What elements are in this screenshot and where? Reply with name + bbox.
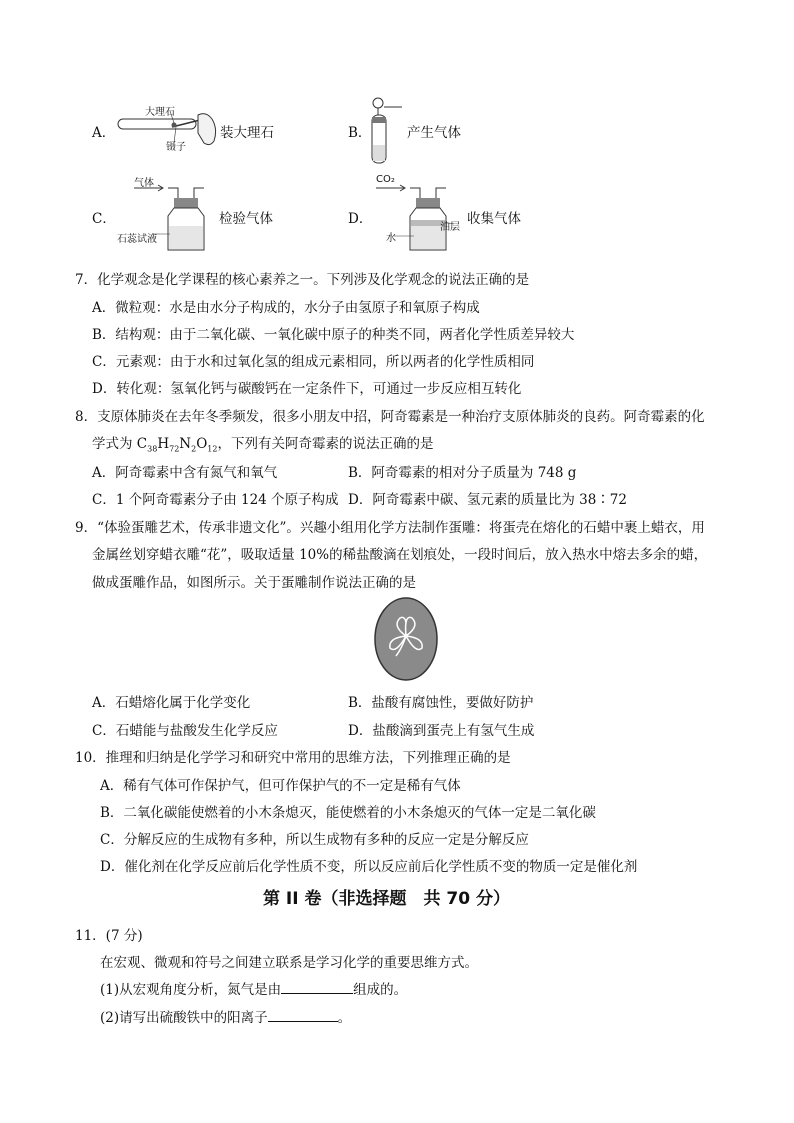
label-co2: CO₂: [376, 174, 395, 185]
q11-part1: (1)从宏观角度分析，氮气是由 组成的。: [100, 982, 408, 998]
q10-option-d: D．催化剂在化学反应前后化学性质不变，所以反应前后化学性质不变的物质一定是催化剂: [100, 859, 638, 875]
option-b-caption: 产生气体: [407, 125, 461, 141]
q8-option-d: D．阿奇霉素中碳、氢元素的质量比为 38∶72: [348, 492, 627, 508]
q10-option-b: B．二氧化碳能使燃着的小木条熄灭，能使燃着的小木条熄灭的气体一定是二氧化碳: [100, 805, 596, 821]
option-d-caption: 收集气体: [467, 211, 521, 227]
answer-blank-2[interactable]: [268, 1009, 338, 1022]
answer-blank-1[interactable]: [281, 981, 353, 994]
q11-number: 11．(7 分): [75, 928, 143, 944]
option-c-letter: C．: [92, 211, 116, 227]
option-c-caption: 检验气体: [219, 211, 273, 227]
q9-option-b: B．盐酸有腐蚀性，要做好防护: [348, 695, 534, 711]
section-ii-heading: 第 II 卷（非选择题 共 70 分）: [263, 889, 510, 909]
q8-option-b: B．阿奇霉素的相对分子质量为 748 g: [348, 465, 577, 481]
q8-stem-line1: 8．支原体肺炎在去年冬季频发，很多小朋友中招，阿奇霉素是一种治疗支原体肺炎的良药。阿奇霉素的化: [75, 409, 705, 425]
q11-intro: 在宏观、微观和符号之间建立联系是学习化学的重要思维方式。: [100, 955, 478, 971]
option-a-letter: A．: [92, 125, 116, 141]
label-water: 水: [386, 233, 396, 244]
q7-option-b: B．结构观：由于二氧化碳、一氧化碳中原子的种类不同，两者化学性质差异较大: [92, 327, 575, 343]
option-d-letter: D．: [348, 211, 373, 227]
gas-generator-diagram: [366, 95, 406, 167]
q8-option-a: A．阿奇霉素中含有氮气和氧气: [92, 465, 278, 481]
q9-stem-line3: 做成蛋雕作品，如图所示。关于蛋雕制作说法正确的是: [92, 575, 416, 591]
q9-option-c: C．石蜡能与盐酸发生化学反应: [92, 723, 278, 739]
egg-carving-image: [373, 596, 439, 682]
q9-stem-line1: 9．“体验蛋雕艺术，传承非遗文化”。兴趣小组用化学方法制作蛋雕：将蛋壳在熔化的石蜡中裹上蜡衣，用: [75, 520, 705, 536]
label-litmus: 石蕊试液: [117, 234, 157, 245]
option-a-caption: 装大理石: [220, 125, 274, 141]
q10-stem: 10．推理和归纳是化学学习和研究中常用的思维方法，下列推理正确的是: [75, 750, 511, 766]
q10-option-c: C．分解反应的生成物有多种，所以生成物有多种的反应一定是分解反应: [100, 832, 529, 848]
q7-option-c: C．元素观：由于水和过氧化氢的组成元素相同，所以两者的化学性质相同: [92, 354, 535, 370]
label-tweezers: 镊子: [166, 142, 186, 153]
q7-stem: 7．化学观念是化学课程的核心素养之一。下列涉及化学观念的说法正确的是: [75, 272, 530, 288]
label-marble: 大理石: [145, 107, 175, 118]
q9-stem-line2: 金属丝划穿蜡衣雕“花”，吸取适量 10%的稀盐酸滴在划痕处，一段时间后，放入热水中熔去多余的蜡，: [92, 547, 708, 563]
label-oil: 油层: [440, 222, 460, 233]
q11-part2: (2)请写出硫酸铁中的阳离子 。: [100, 1010, 352, 1026]
azithromycin-formula: $C_{38}H_{72}N_2O_{12}$: [136, 436, 218, 454]
q9-option-d: D．盐酸滴到蛋壳上有氢气生成: [348, 723, 535, 739]
q8-option-c: C．1 个阿奇霉素分子由 124 个原子构成: [92, 492, 339, 508]
option-b-letter: B．: [348, 125, 372, 141]
q7-option-a: A．微粒观：水是由水分子构成的，水分子由氢原子和氧原子构成: [92, 300, 480, 316]
q10-option-a: A．稀有气体可作保护气，但可作保护气的不一定是稀有气体: [100, 778, 461, 794]
q7-option-d: D．转化观：氢氧化钙与碳酸钙在一定条件下，可通过一步反应相互转化: [92, 381, 522, 397]
q9-option-a: A．石蜡熔化属于化学变化: [92, 695, 251, 711]
label-gas: 气体: [134, 178, 154, 189]
q8-stem-line2: 学式为 $C_{38}H_{72}N_2O_{12}$，下列有关阿奇霉素的说法正确的是: [92, 436, 434, 454]
